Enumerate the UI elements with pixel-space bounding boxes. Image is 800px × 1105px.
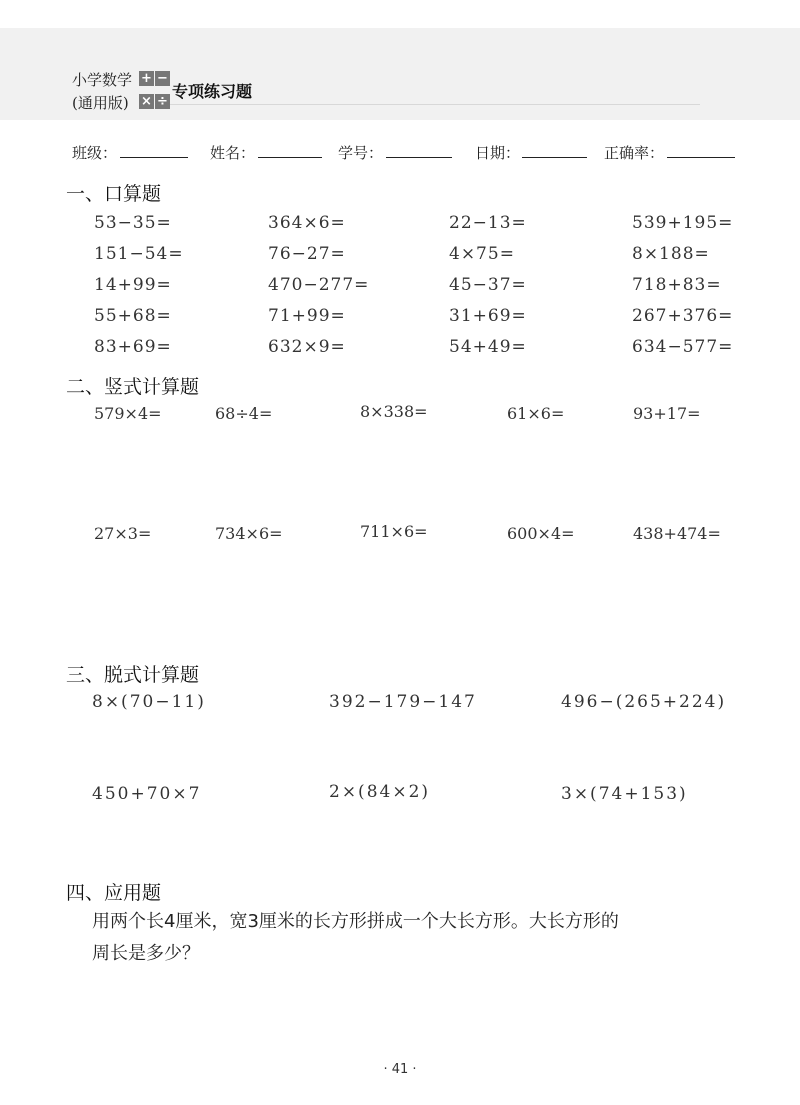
application-text-line2: 周长是多少？ [92, 943, 200, 964]
header-rule [170, 104, 700, 105]
brand-line2: (通用版) [72, 94, 129, 112]
section-application-title: 四、应用题 [66, 882, 162, 904]
section-oral-title: 一、口算题 [66, 183, 162, 205]
oral-problem: 151−54= [94, 244, 184, 264]
student-id-blank[interactable] [386, 157, 452, 158]
oral-problem: 14+99= [94, 275, 172, 295]
step-problem: 8×(70−11) [92, 692, 206, 712]
oral-problem: 634−577= [632, 337, 734, 357]
section-vertical-title: 二、竖式计算题 [66, 376, 200, 398]
date-blank[interactable] [522, 157, 587, 158]
oral-problem: 8×188= [632, 244, 710, 264]
vertical-problem: 711×6= [360, 522, 428, 541]
oral-problem: 22−13= [449, 213, 527, 233]
brand-line1: 小学数学 [72, 71, 133, 89]
vertical-problem: 579×4= [94, 404, 162, 423]
oral-problem: 539+195= [632, 213, 734, 233]
plus-icon: + [139, 71, 154, 86]
oral-problem: 76−27= [268, 244, 346, 264]
oral-problem: 470−277= [268, 275, 370, 295]
step-problem: 450+70×7 [92, 784, 202, 804]
divide-icon: ÷ [155, 94, 170, 109]
step-problem: 3×(74+153) [561, 784, 688, 804]
minus-icon: − [155, 71, 170, 86]
multiply-icon: × [139, 94, 154, 109]
accuracy-label: 正确率： [604, 144, 665, 162]
oral-problem: 364×6= [268, 213, 346, 233]
vertical-problem: 600×4= [507, 524, 575, 543]
vertical-problem: 68÷4= [215, 404, 273, 423]
section-step-title: 三、脱式计算题 [66, 664, 200, 686]
vertical-problem: 438+474= [633, 524, 721, 543]
step-problem: 392−179−147 [329, 692, 477, 712]
vertical-problem: 8×338= [360, 402, 428, 421]
page-number: · 41 · [383, 1062, 417, 1077]
oral-problem: 45−37= [449, 275, 527, 295]
oral-problem: 71+99= [268, 306, 346, 326]
series-title: 专项练习题 [172, 82, 253, 101]
oral-problem: 83+69= [94, 337, 172, 357]
class-blank[interactable] [120, 157, 188, 158]
vertical-problem: 61×6= [507, 404, 565, 423]
date-label: 日期： [475, 144, 521, 162]
step-problem: 2×(84×2) [329, 782, 431, 802]
oral-problem: 54+49= [449, 337, 527, 357]
vertical-problem: 27×3= [94, 524, 152, 543]
accuracy-blank[interactable] [667, 157, 735, 158]
oral-problem: 31+69= [449, 306, 527, 326]
oral-problem: 632×9= [268, 337, 346, 357]
oral-problem: 718+83= [632, 275, 722, 295]
vertical-problem: 734×6= [215, 524, 283, 543]
application-text-line1: 用两个长4厘米，宽3厘米的长方形拼成一个大长方形。大长方形的 [92, 911, 619, 932]
vertical-problem: 93+17= [633, 404, 701, 423]
oral-problem: 4×75= [449, 244, 515, 264]
name-label: 姓名： [210, 144, 256, 162]
name-blank[interactable] [258, 157, 322, 158]
oral-problem: 53−35= [94, 213, 172, 233]
student-id-label: 学号： [338, 144, 384, 162]
oral-problem: 55+68= [94, 306, 172, 326]
class-label: 班级： [72, 144, 118, 162]
oral-problem: 267+376= [632, 306, 734, 326]
step-problem: 496−(265+224) [561, 692, 727, 712]
